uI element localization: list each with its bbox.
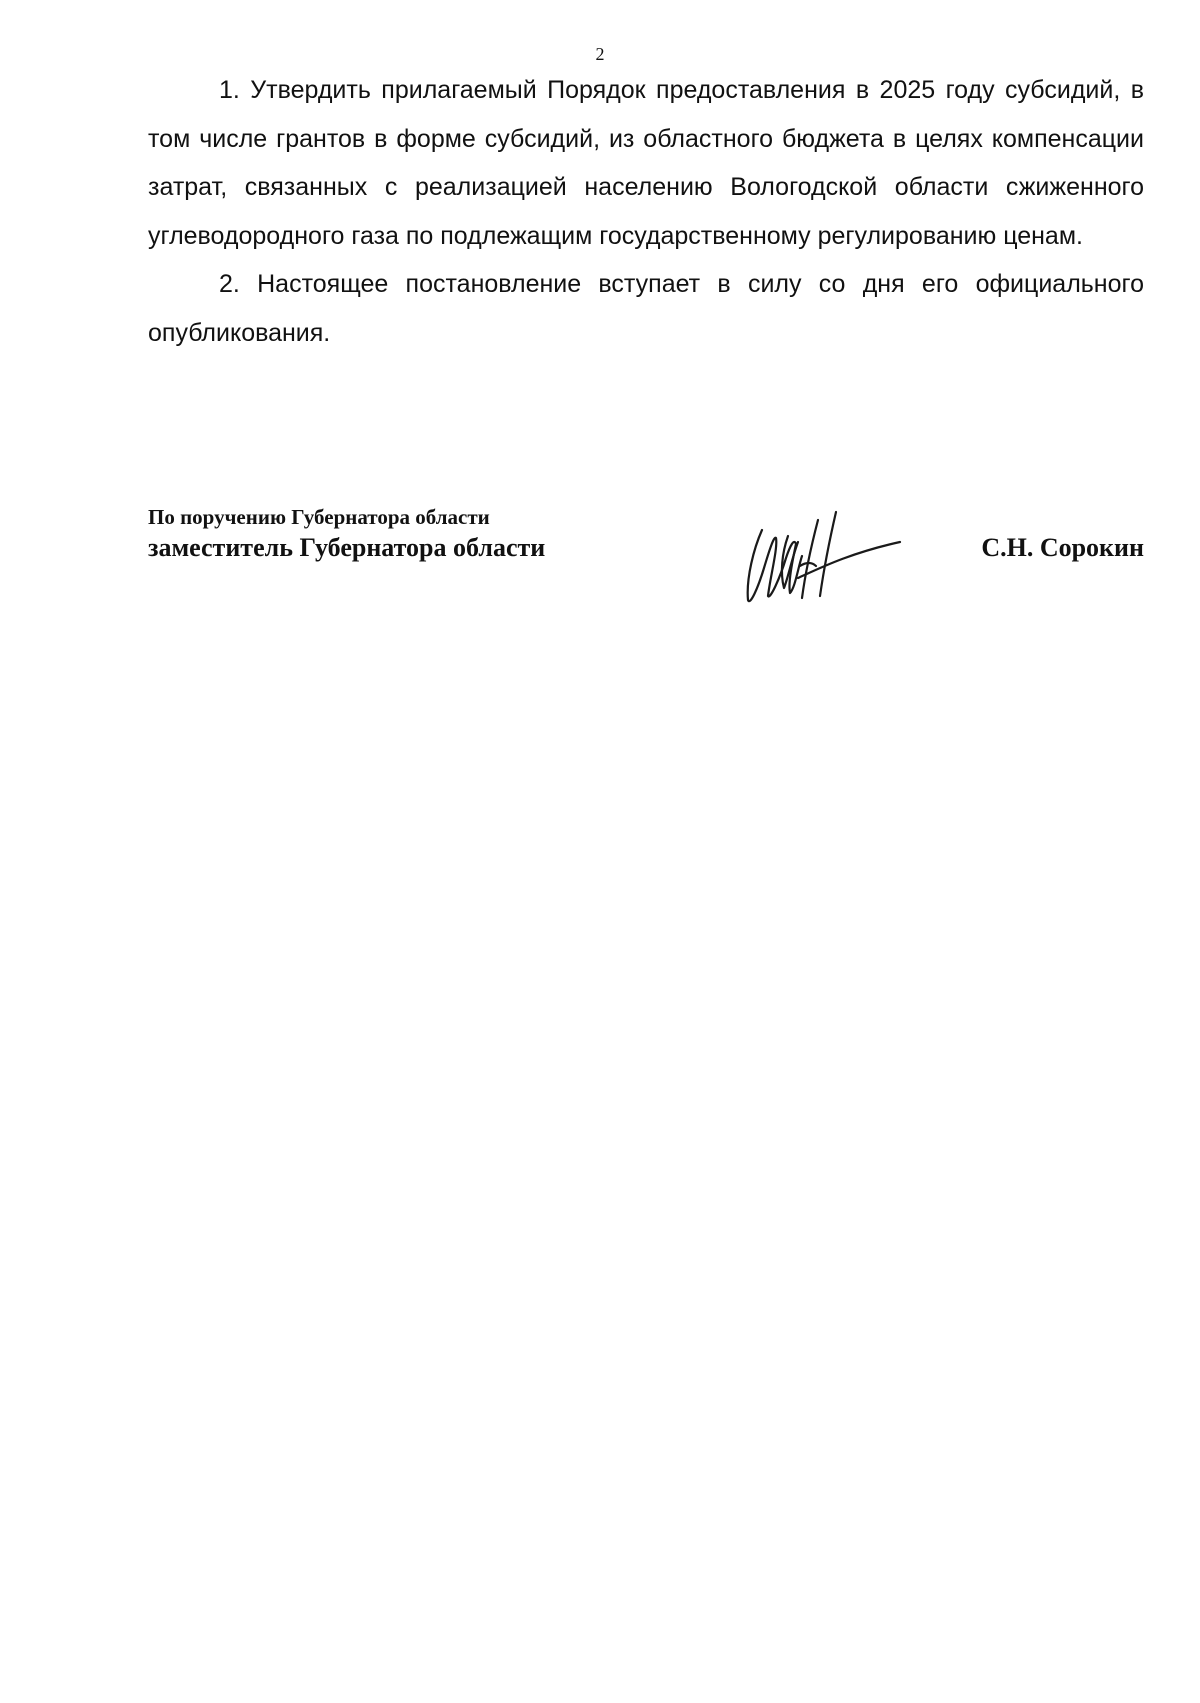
document-body [148,66,1144,357]
signatory-name: С.Н. Сорокин [981,533,1144,562]
signatory-position: заместитель Губернатора области [148,533,546,562]
signatory-authority-line: По поручению Губернатора области [148,505,490,529]
paragraph-1: 1. Утвердить прилагаемый Порядок предоставления в 2025 году субсидий, в том числе грантов в форме субсидий, из областного бюджета в целях компенсации затрат, связанных с реализацией населению Вологодской области сжиженного углеводородного газа по подлежащим государственному регулированию ценам. [148,76,1144,250]
paragraph-2: 2. Настоящее постановление вступает в силу со дня его официального опубликования. [148,270,1144,347]
handwritten-signature-icon [740,508,910,608]
signature-block [148,505,1144,615]
page-number: 2 [595,44,605,64]
